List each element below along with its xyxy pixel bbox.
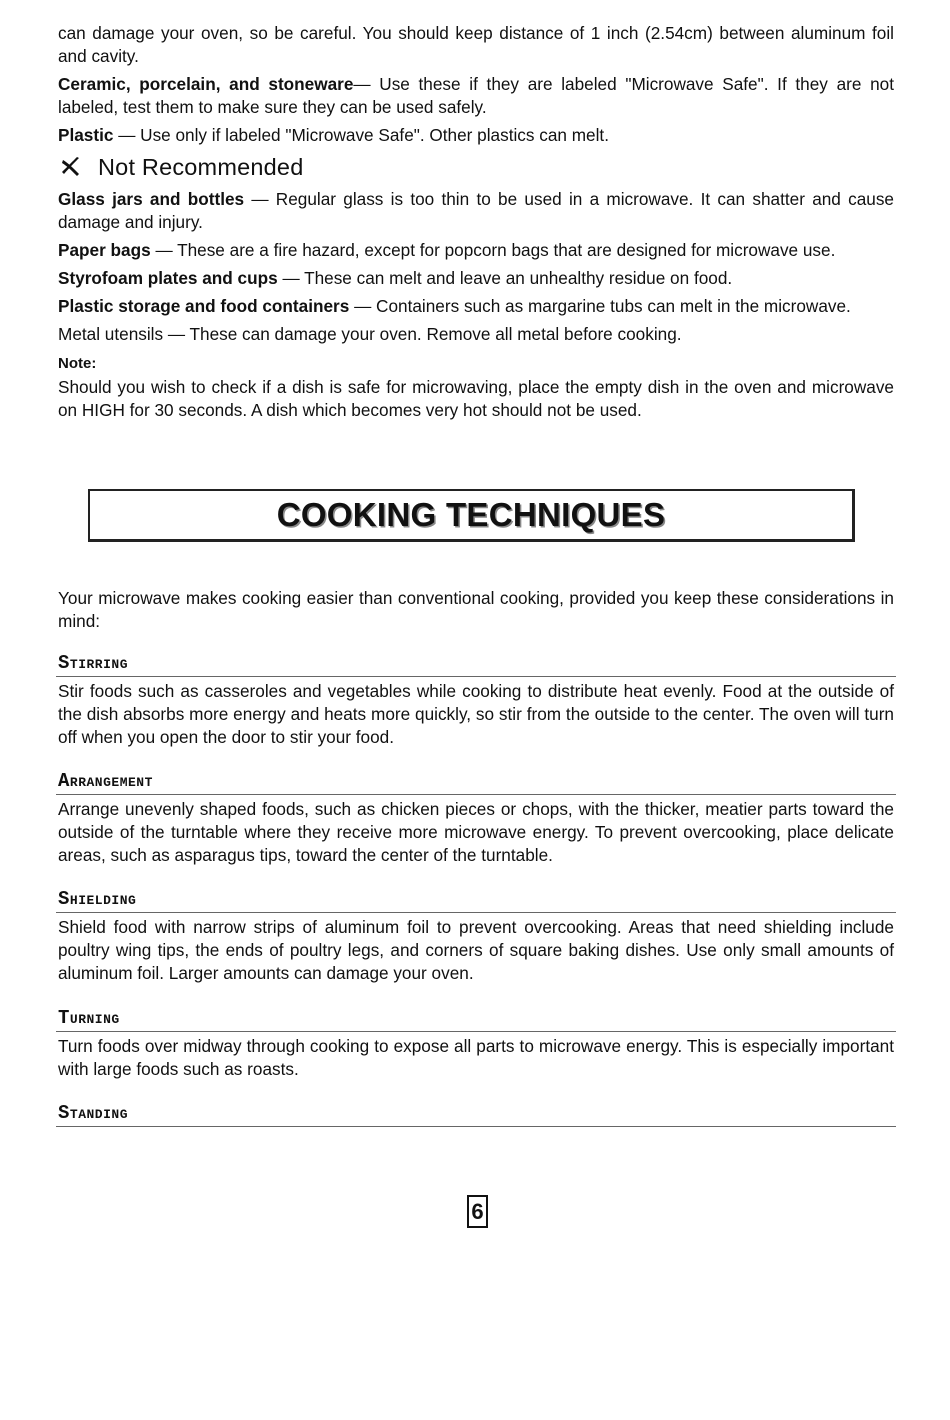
not-recommended-heading <box>60 152 894 182</box>
shielding-text: Shield food with narrow strips of aluminum foil to prevent overcooking. Areas that need shielding include poultry wing tips, the ends of poultry legs, and corners of square baking dishes. Use only small amounts of aluminum foil. Larger amounts can damage your oven. <box>58 917 894 983</box>
section-arrangement <box>58 769 894 867</box>
not-recommended-label: Not Recommended <box>98 153 304 180</box>
section-stirring <box>58 651 894 749</box>
turning-text: Turn foods over midway through cooking to expose all parts to microwave energy. This is especially important with large foods such as roasts. <box>58 1036 894 1079</box>
glass-text: — Regular glass is too thin to be used in a microwave. It can shatter and cause damage and injury. <box>58 189 894 232</box>
cooking-techniques-title-box <box>88 489 855 542</box>
plastic-text: — Use only if labeled "Microwave Safe". Other plastics can melt. <box>113 125 609 145</box>
section-standing <box>58 1101 894 1130</box>
arrangement-text: Arrange unevenly shaped foods, such as chicken pieces or chops, with the thicker, meatier parts toward the outside of the turntable where they receive more microwave energy. To prevent overcooking, place delicate areas, such as asparagus tips, toward the center of the turntable. <box>58 799 894 865</box>
not-rec-item-plastic-storage <box>58 295 894 318</box>
stirring-text: Stir foods such as casseroles and vegetables while cooking to distribute heat evenly. Food at the outside of the dish absorbs more energy and heats more quickly, so stir from the outside to the center. The oven will turn off when you open the door to stir your food. <box>58 681 894 747</box>
not-rec-item-styrofoam <box>58 267 894 290</box>
standing-heading: Standing <box>56 1101 896 1127</box>
not-rec-item-paper <box>58 239 894 262</box>
plastic-storage-term: Plastic storage and food containers <box>58 296 350 316</box>
ceramic-item <box>58 73 894 119</box>
arrangement-heading: Arrangement <box>56 769 896 795</box>
glass-term: Glass jars and bottles <box>58 189 245 209</box>
not-rec-item-glass <box>58 188 894 234</box>
section-turning <box>58 1006 894 1081</box>
plastic-term: Plastic <box>58 125 114 145</box>
cooking-intro-block <box>58 587 894 633</box>
styrofoam-term: Styrofoam plates and cups <box>58 268 278 288</box>
cooking-techniques-title: COOKING TECHNIQUES <box>276 496 666 533</box>
page-number: 6 <box>467 1195 488 1228</box>
plastic-item <box>58 124 894 147</box>
turning-heading: Turning <box>56 1006 896 1032</box>
plastic-storage-text: — Containers such as margarine tubs can melt in the microwave. <box>349 296 851 316</box>
stirring-heading: Stirring <box>56 651 896 677</box>
section-shielding <box>58 887 894 985</box>
note-text: Should you wish to check if a dish is safe for microwaving, place the empty dish in the oven and microwave on HIGH for 30 seconds. A dish which becomes very hot should not be used. <box>58 377 894 420</box>
paper-text: — These are a fire hazard, except for popcorn bags that are designed for microwave use. <box>150 240 836 260</box>
styrofoam-text: — These can melt and leave an unhealthy residue on food. <box>277 268 733 288</box>
shielding-heading: Shielding <box>56 887 896 913</box>
note-label: Note: <box>58 355 97 372</box>
ceramic-term: Ceramic, porcelain, and stoneware <box>58 74 354 94</box>
not-rec-item-metal: Metal utensils — These can damage your oven. Remove all metal before cooking. <box>58 324 682 344</box>
cooking-intro: Your microwave makes cooking easier than conventional cooking, provided you keep these considerations in mind: <box>58 588 894 631</box>
paper-term: Paper bags <box>58 240 151 260</box>
materials-block <box>58 22 894 422</box>
x-mark-icon <box>60 156 82 178</box>
ceramic-text: — Use these if they are labeled "Microwave Safe". If they are not labeled, test them to make sure they can be used safely. <box>58 74 894 117</box>
intro-continuation: can damage your oven, so be careful. You should keep distance of 1 inch (2.54cm) between aluminum foil and cavity. <box>58 23 894 66</box>
